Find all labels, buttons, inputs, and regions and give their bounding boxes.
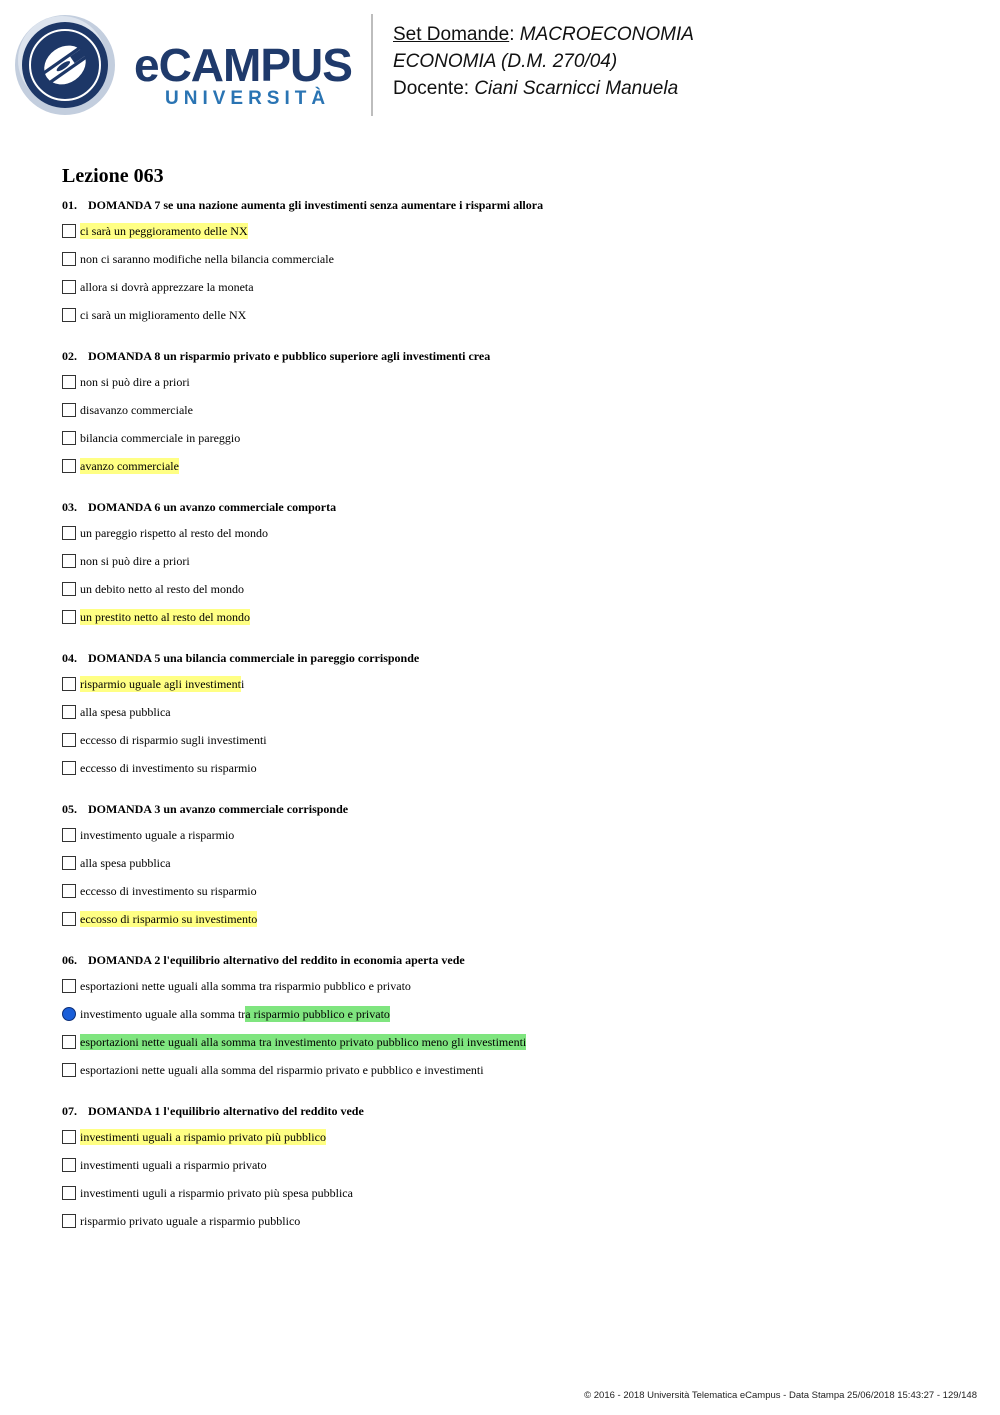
answer-option-text	[80, 856, 171, 871]
answer-text-segment: investimento uguale a risparmio	[80, 827, 235, 842]
question-text: DOMANDA 7 se una nazione aumenta gli investimenti senza aumentare i risparmi allora	[88, 198, 544, 212]
question-block	[62, 948, 962, 1084]
answer-text-segment: non si può dire a priori	[80, 553, 190, 568]
question-text: DOMANDA 8 un risparmio privato e pubblico superiore agli investimenti crea	[88, 349, 491, 363]
answer-option[interactable]	[62, 1056, 962, 1084]
question-block	[62, 646, 962, 782]
answer-option[interactable]	[62, 1179, 962, 1207]
answer-option[interactable]	[62, 452, 962, 480]
answer-option-text	[80, 884, 257, 899]
answer-text-segment: un debito netto al resto del mondo	[80, 581, 244, 596]
answer-option-text	[80, 431, 240, 446]
answer-option[interactable]	[62, 519, 962, 547]
answer-checkbox[interactable]	[62, 308, 76, 322]
answer-option[interactable]	[62, 575, 962, 603]
answer-text-segment: esportazioni nette uguali alla somma tra risparmio pubblico e privato	[80, 978, 411, 993]
answer-text-segment: alla spesa pubblica	[80, 855, 171, 870]
answer-checkbox[interactable]	[62, 280, 76, 294]
answer-option-text	[80, 1035, 526, 1050]
answer-checkbox[interactable]	[62, 1186, 76, 1200]
answer-text-segment: un pareggio rispetto al resto del mondo	[80, 525, 268, 540]
answer-option-text	[80, 280, 254, 295]
answer-option-text	[80, 677, 244, 692]
answer-checkbox[interactable]	[62, 979, 76, 993]
question-text: DOMANDA 1 l'equilibrio alternativo del reddito vede	[88, 1104, 364, 1118]
answer-text-segment: non si può dire a priori	[80, 374, 190, 389]
answer-option-text	[80, 224, 248, 239]
answer-option-text	[80, 733, 267, 748]
set-line	[393, 21, 694, 48]
answer-text-segment: allora si dovrà apprezzare la moneta	[80, 279, 254, 294]
question-title	[62, 646, 962, 670]
yellow-highlight: eccosso di risparmio su investimento	[80, 911, 258, 926]
answer-checkbox[interactable]	[62, 1063, 76, 1077]
answer-option-text	[80, 1130, 326, 1145]
answer-text-segment: investimenti uguli a risparmio privato più spesa pubblica	[80, 1185, 353, 1200]
answer-text-segment: eccesso di investimento su risparmio	[80, 883, 257, 898]
header-divider	[371, 14, 373, 116]
answer-checkbox[interactable]	[62, 856, 76, 870]
answer-checkbox[interactable]	[62, 912, 76, 926]
teacher-name: Ciani Scarnicci Manuela	[474, 78, 679, 99]
answer-checkbox[interactable]	[62, 252, 76, 266]
yellow-highlight: avanzo commerciale	[80, 458, 179, 473]
answer-option-text	[80, 1186, 353, 1201]
question-title	[62, 797, 962, 821]
answer-option[interactable]	[62, 821, 962, 849]
answer-option[interactable]	[62, 670, 962, 698]
answer-checkbox[interactable]	[62, 677, 76, 691]
answer-option-text	[80, 308, 246, 323]
answer-option-text	[80, 582, 244, 597]
question-number: 01.	[62, 198, 77, 212]
answer-option[interactable]	[62, 301, 962, 329]
answer-option[interactable]	[62, 849, 962, 877]
answer-checkbox[interactable]	[62, 733, 76, 747]
answer-option[interactable]	[62, 1000, 962, 1028]
answer-checkbox[interactable]	[62, 1158, 76, 1172]
answer-option[interactable]	[62, 424, 962, 452]
set-separator: :	[509, 24, 520, 45]
answer-option-text	[80, 1214, 300, 1229]
answer-option-text	[80, 252, 334, 267]
yellow-highlight: risparmio uguale agli investiment	[80, 676, 241, 691]
answer-option[interactable]	[62, 698, 962, 726]
answer-text-segment: risparmio privato uguale a risparmio pubblico	[80, 1213, 301, 1228]
question-title	[62, 495, 962, 519]
course-info	[393, 21, 694, 102]
answer-text-segment: alla spesa pubblica	[80, 704, 171, 719]
answer-option-text	[80, 610, 250, 625]
question-title	[62, 1099, 962, 1123]
green-highlight: a risparmio pubblico e privato	[245, 1006, 390, 1021]
teacher-label: Docente:	[393, 78, 475, 99]
answer-checkbox[interactable]	[62, 828, 76, 842]
answer-option-text	[80, 1063, 484, 1078]
question-block	[62, 344, 962, 480]
answer-text-segment: bilancia commerciale in pareggio	[80, 430, 241, 445]
answer-option[interactable]	[62, 1028, 962, 1056]
answer-checkbox[interactable]	[62, 224, 76, 238]
answer-checkbox[interactable]	[62, 1214, 76, 1228]
brand-subtitle: UNIVERSITÀ	[165, 88, 331, 109]
yellow-highlight: un prestito netto al resto del mondo	[80, 609, 250, 624]
answer-option-text	[80, 761, 257, 776]
answer-text-segment: non ci saranno modifiche nella bilancia commerciale	[80, 251, 334, 266]
answer-checkbox[interactable]	[62, 582, 76, 596]
answer-text-segment: ci sarà un miglioramento delle NX	[80, 307, 247, 322]
answer-option-text	[80, 705, 171, 720]
teacher-line	[393, 75, 694, 102]
answer-option[interactable]	[62, 1207, 962, 1235]
answer-option[interactable]	[62, 273, 962, 301]
answer-text-segment: i	[240, 676, 245, 691]
answer-option[interactable]	[62, 368, 962, 396]
question-list	[62, 193, 962, 1250]
footer: © 2016 - 2018 Università Telematica eCampus - Data Stampa 25/06/2018 15:43:27 - 129/148	[584, 1390, 977, 1401]
answer-checkbox[interactable]	[62, 459, 76, 473]
question-text: DOMANDA 3 un avanzo commerciale corrisponde	[88, 802, 349, 816]
question-number: 05.	[62, 802, 77, 816]
question-number: 02.	[62, 349, 77, 363]
answer-option[interactable]	[62, 1151, 962, 1179]
answer-option[interactable]	[62, 1123, 962, 1151]
answer-option[interactable]	[62, 217, 962, 245]
brand-name: eCAMPUS	[134, 39, 352, 91]
answer-option-text	[80, 979, 411, 994]
answer-option[interactable]	[62, 547, 962, 575]
answer-option-text	[80, 828, 234, 843]
answer-checkbox[interactable]	[62, 554, 76, 568]
answer-option-text	[80, 1158, 267, 1173]
question-block	[62, 495, 962, 631]
answer-option[interactable]	[62, 905, 962, 933]
question-number: 07.	[62, 1104, 77, 1118]
answer-checkbox[interactable]	[62, 1130, 76, 1144]
course-program: ECONOMIA (D.M. 270/04)	[393, 51, 618, 72]
question-number: 03.	[62, 500, 77, 514]
question-number: 04.	[62, 651, 77, 665]
answer-text-segment: investimento uguale alla somma tr	[80, 1006, 246, 1021]
question-block	[62, 797, 962, 933]
answer-text-segment: esportazioni nette uguali alla somma del risparmio privato e pubblico e investimenti	[80, 1062, 484, 1077]
answer-option[interactable]	[62, 603, 962, 631]
answer-option-text	[80, 912, 257, 927]
answer-text-segment: disavanzo commerciale	[80, 402, 193, 417]
answer-option[interactable]	[62, 396, 962, 424]
yellow-highlight: ci sarà un peggioramento delle NX	[80, 223, 248, 238]
question-number: 06.	[62, 953, 77, 967]
answer-checkbox[interactable]	[62, 705, 76, 719]
answer-option[interactable]	[62, 877, 962, 905]
answer-checkbox[interactable]	[62, 375, 76, 389]
answer-option-text	[80, 1007, 390, 1022]
answer-text-segment: eccesso di risparmio sugli investimenti	[80, 732, 267, 747]
question-title	[62, 193, 962, 217]
set-label: Set Domande	[393, 24, 510, 45]
answer-checkbox[interactable]	[62, 431, 76, 445]
answer-option-text	[80, 403, 193, 418]
answer-checkbox[interactable]	[62, 526, 76, 540]
question-block	[62, 1099, 962, 1235]
selected-radio-icon[interactable]	[62, 1007, 76, 1021]
course-name: MACROECONOMIA	[519, 24, 694, 45]
answer-checkbox[interactable]	[62, 1035, 76, 1049]
answer-checkbox[interactable]	[62, 884, 76, 898]
yellow-highlight: investimenti uguali a rispamio privato più pubblico	[80, 1129, 326, 1144]
question-block	[62, 193, 962, 329]
answer-option-text	[80, 526, 268, 541]
question-text: DOMANDA 5 una bilancia commerciale in pareggio corrisponde	[88, 651, 420, 665]
answer-text-segment: investimenti uguali a risparmio privato	[80, 1157, 267, 1172]
answer-option[interactable]	[62, 726, 962, 754]
answer-checkbox[interactable]	[62, 610, 76, 624]
ecampus-emblem-icon	[14, 14, 116, 116]
answer-checkbox[interactable]	[62, 403, 76, 417]
question-text: DOMANDA 6 un avanzo commerciale comporta	[88, 500, 337, 514]
question-title	[62, 948, 962, 972]
question-title	[62, 344, 962, 368]
answer-option-text	[80, 554, 190, 569]
answer-option[interactable]	[62, 754, 962, 782]
answer-option[interactable]	[62, 972, 962, 1000]
answer-option[interactable]	[62, 245, 962, 273]
answer-text-segment: eccesso di investimento su risparmio	[80, 760, 257, 775]
answer-option-text	[80, 459, 179, 474]
lesson-title: Lezione 063	[62, 165, 164, 187]
answer-checkbox[interactable]	[62, 761, 76, 775]
course-program-line	[393, 48, 694, 75]
green-highlight: esportazioni nette uguali alla somma tra investimento privato pubblico meno gli investimenti	[80, 1034, 527, 1049]
question-text: DOMANDA 2 l'equilibrio alternativo del reddito in economia aperta vede	[88, 953, 465, 967]
answer-option-text	[80, 375, 190, 390]
